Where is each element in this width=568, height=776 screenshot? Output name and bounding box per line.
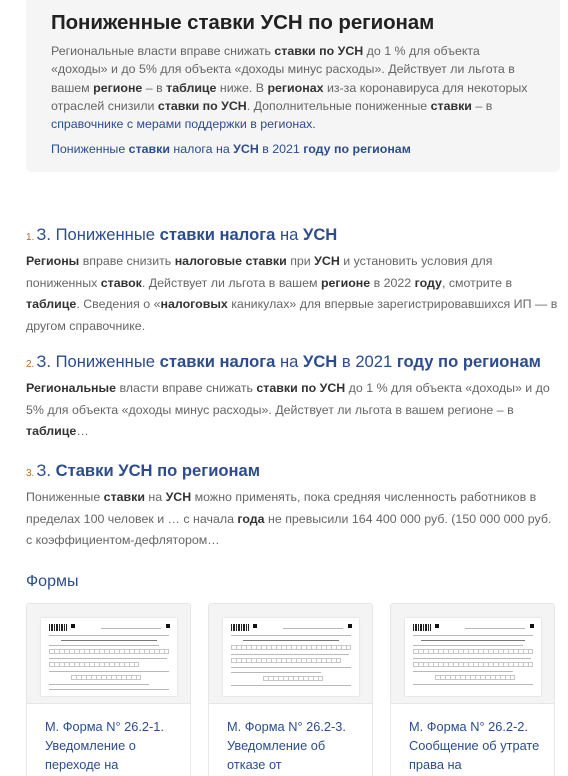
text-fragment: в 2021 [337, 352, 397, 371]
result-title-link[interactable] [26, 460, 560, 485]
text-fragment: вправе снизить [79, 254, 175, 268]
text-fragment: регионе [320, 275, 371, 290]
text-fragment: налоговые ставки [174, 254, 287, 268]
form-title-link[interactable]: М. Форма N° 26.2-3. Уведомление об отказе от [227, 719, 346, 772]
text-fragment: таблице [26, 297, 77, 311]
text-fragment: на [275, 225, 303, 244]
search-result [26, 224, 560, 337]
text-fragment: на [275, 352, 303, 371]
text-fragment: году по регионам [303, 142, 411, 157]
result-number: 2. [26, 359, 35, 370]
text-fragment: ставки по УСН [157, 98, 247, 113]
text-fragment: можно применять, пока средняя численность работников в пределах 100 человек и … с начала [26, 490, 537, 526]
card-link[interactable] [51, 140, 536, 158]
text-fragment: года [237, 511, 265, 526]
text-fragment: УСН [303, 352, 338, 371]
document-preview-icon [223, 618, 359, 696]
text-fragment: ставки [103, 490, 145, 504]
document-preview-icon [405, 618, 541, 696]
card-title: Пониженные ставки УСН по регионам [51, 11, 435, 34]
document-preview-icon [41, 618, 177, 696]
text-fragment: ставки по УСН [274, 44, 364, 58]
support-measures-link[interactable]: справочнике с мерами поддержки в регионах. [51, 117, 316, 132]
text-fragment: УСН [314, 254, 340, 268]
text-fragment: Ставки УСН по регионам [55, 461, 261, 480]
forms-list [26, 603, 558, 776]
text-fragment: таблице [26, 424, 77, 438]
form-card[interactable] [390, 603, 555, 776]
text-fragment: из-за коронавируса для некоторых отраслей снизили [51, 80, 528, 113]
text-fragment: УСН [233, 142, 259, 157]
text-fragment: ставки налога [159, 352, 276, 371]
text-fragment: на [144, 490, 166, 504]
text-fragment: налога на [169, 142, 234, 157]
text-fragment: З. Пониженные [36, 352, 160, 371]
text-fragment: Пониженные [26, 490, 104, 504]
form-card[interactable] [26, 603, 191, 776]
text-fragment: до 1 % для объекта «доходы» и до 5% для объекта «доходы минус расходы». Действует ли льгота в вашем регионе – в [26, 381, 550, 417]
result-snippet [26, 378, 560, 443]
forms-heading: Формы [26, 573, 79, 590]
result-snippet [26, 487, 560, 552]
text-fragment: при [286, 254, 315, 268]
text-fragment: Региональные [26, 381, 117, 395]
text-fragment: налоговых [160, 297, 228, 311]
text-fragment: . Сведения о « [76, 297, 161, 311]
summary-card [26, 0, 560, 172]
text-fragment: – в [471, 98, 493, 113]
text-fragment: таблице [166, 80, 217, 95]
text-fragment: . Действует ли льгота в вашем [141, 275, 321, 290]
text-fragment: УСН [303, 225, 338, 244]
form-title-link[interactable]: М. Форма N° 26.2-1. Уведомление о переходе на [45, 719, 164, 772]
text-fragment: ставок [100, 275, 142, 290]
form-thumbnail[interactable] [27, 604, 190, 704]
text-fragment: и установить условия для пониженных [26, 254, 493, 290]
text-fragment: в 2021 [258, 142, 304, 157]
text-fragment: регионе [93, 80, 143, 95]
text-fragment: году по регионам [396, 352, 541, 371]
card-text [51, 42, 536, 133]
text-fragment: году [414, 275, 442, 290]
text-fragment: регионах [267, 80, 324, 95]
text-fragment: в 2022 [370, 275, 415, 290]
text-fragment: ставки налога [159, 225, 276, 244]
form-thumbnail[interactable] [209, 604, 372, 704]
text-fragment: ниже. В [216, 80, 268, 95]
form-card[interactable] [208, 603, 373, 776]
result-number: 3. [26, 468, 35, 479]
result-title-link[interactable] [26, 351, 560, 376]
text-fragment: ставки [128, 142, 170, 157]
text-fragment: Региональные власти вправе снижать [51, 44, 275, 58]
text-fragment: до 1 % для объекта «доходы» и до 5% для объекта «доходы минус расходы». Действует ли льгота в вашем [51, 44, 515, 95]
text-fragment: З. Пониженные [36, 225, 160, 244]
text-fragment: – в [142, 80, 167, 95]
text-fragment: ставки по УСН [256, 381, 346, 395]
form-title-link[interactable]: М. Форма N° 26.2-2. Сообщение об утрате права на [409, 719, 540, 772]
search-result [26, 351, 560, 443]
text-fragment: . Дополнительные пониженные [246, 98, 431, 113]
result-snippet [26, 251, 560, 337]
text-fragment: Пониженные [51, 142, 129, 157]
text-fragment: ставки [430, 98, 472, 113]
result-title-link[interactable] [26, 224, 560, 249]
search-result [26, 460, 560, 552]
text-fragment: , смотрите в [441, 275, 513, 290]
text-fragment: З. [36, 461, 56, 480]
text-fragment: Регионы [26, 254, 80, 268]
text-fragment: не превысили 164 400 000 руб. (150 000 000 руб. с коэффициентом-дефлятором… [26, 511, 552, 547]
text-fragment: каникулах» для впервые зарегистрировавшихся ИП — в другом справочнике. [26, 297, 558, 333]
text-fragment: … [76, 424, 89, 438]
result-number: 1. [26, 232, 35, 243]
form-thumbnail[interactable] [391, 604, 554, 704]
text-fragment: УСН [165, 490, 192, 504]
text-fragment: власти вправе снижать [116, 381, 257, 395]
